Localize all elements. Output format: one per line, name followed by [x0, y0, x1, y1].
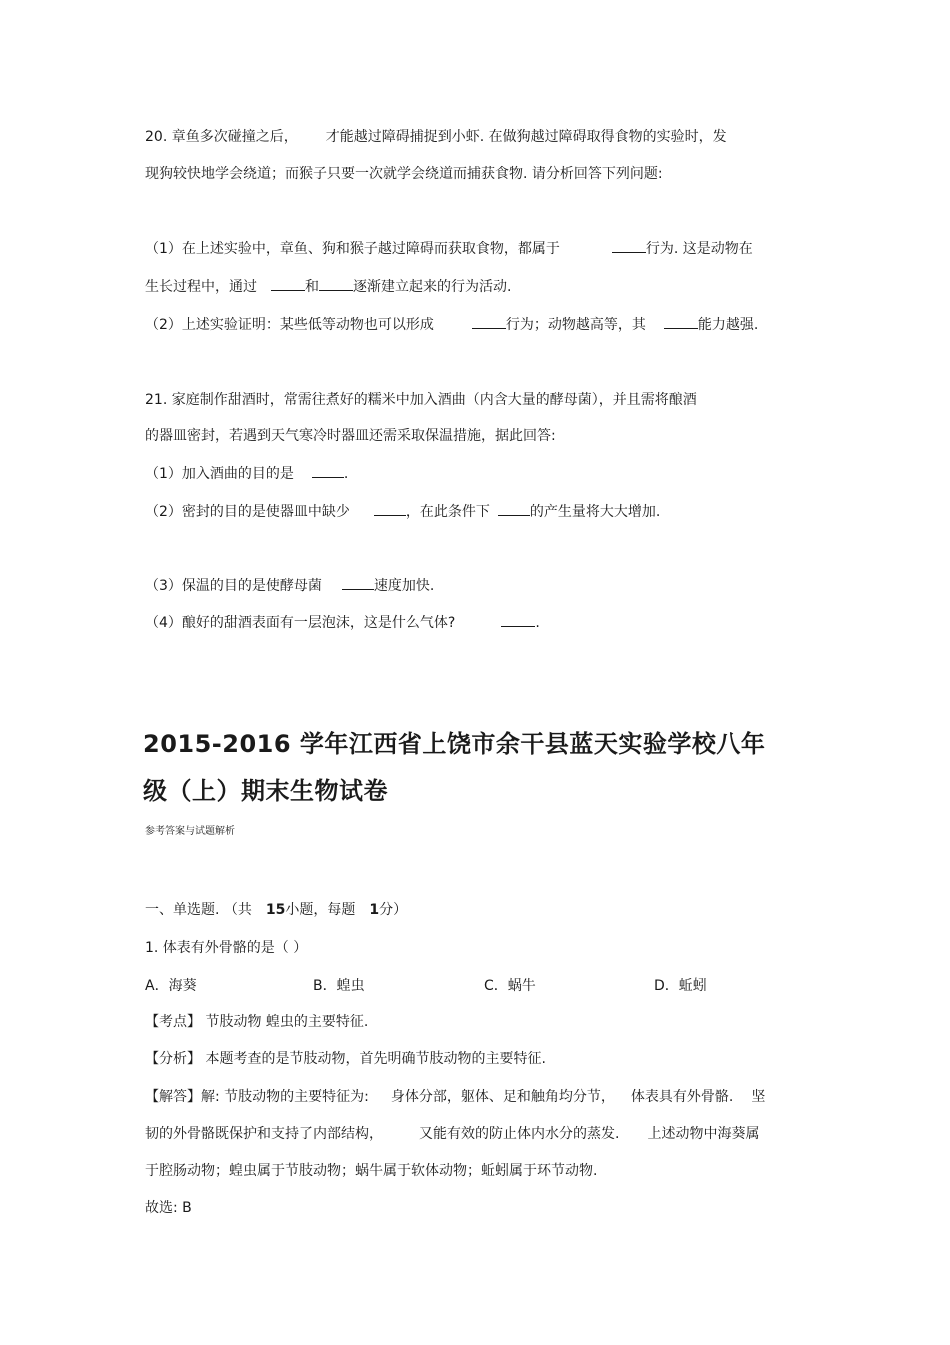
q21-sub-1: （1）加入酒曲的目的是 . [145, 463, 348, 484]
q1-kaodian: 【考点】 节肢动物 蝗虫的主要特征. [145, 1014, 369, 1030]
answer-blank[interactable] [319, 276, 353, 291]
q20-sub-2: （2）上述实验证明：某些低等动物也可以形成 行为；动物越高等，其 能力越强. [145, 314, 758, 335]
page-title-line-1: 2015-2016 学年江西省上饶市余干县蓝天实验学校八年 [143, 730, 766, 758]
q21-sub-4: （4）酿好的甜酒表面有一层泡沫，这是什么气体? . [145, 612, 540, 633]
answer-blank[interactable] [664, 314, 698, 329]
q20-sub-1-cont: 生长过程中，通过 和 逐渐建立起来的行为活动. [145, 276, 511, 297]
q1-option-d: D．蚯蚓 [654, 978, 707, 994]
q1-jieda-line-2: 韧的外骨骼既保护和支持了内部结构， 又能有效的防止体内水分的蒸发. 上述动物中海葵属 [145, 1126, 760, 1142]
q1-jieda-line-3: 于腔肠动物；蝗虫属于节肢动物；蜗牛属于软体动物；蚯蚓属于环节动物. [145, 1163, 598, 1179]
q1-fenxi: 【分析】 本题考查的是节肢动物，首先明确节肢动物的主要特征. [145, 1051, 546, 1067]
q1-option-b: B．蝗虫 [313, 978, 365, 994]
q20-sub-1: （1）在上述实验中，章鱼、狗和猴子越过障碍而获取食物，都属于 行为. 这是动物在 [145, 238, 753, 259]
page-title-line-2: 级（上）期末生物试卷 [143, 777, 388, 805]
page-subtitle: 参考答案与试题解析 [145, 826, 235, 837]
q1-option-a: A．海葵 [145, 978, 197, 994]
answer-blank[interactable] [472, 314, 506, 329]
q21-sub-2: （2）密封的目的是使器皿中缺少 ，在此条件下 的产生量将大大增加. [145, 501, 660, 522]
q20-line-1: 20. 章鱼多次碰撞之后， 才能越过障碍捕捉到小虾. 在做狗越过障碍取得食物的实验时，发 [145, 129, 727, 145]
answer-blank[interactable] [498, 501, 530, 516]
q1-option-c: C．蜗牛 [484, 978, 536, 994]
answer-blank[interactable] [374, 501, 406, 516]
q21-sub-3: （3）保温的目的是使酵母菌 速度加快. [145, 575, 434, 596]
section-heading: 一、单选题. （共 15小题，每题 1分） [145, 902, 408, 918]
q1-jieda-line-1: 【解答】解: 节肢动物的主要特征为: 身体分部，躯体、足和触角均分节， 体表具有外骨骼. 坚 [145, 1089, 766, 1105]
answer-blank[interactable] [612, 238, 646, 253]
q1-answer: 故选: B [145, 1200, 192, 1216]
answer-blank[interactable] [342, 575, 374, 590]
q21-line-2: 的器皿密封，若遇到天气寒冷时器皿还需采取保温措施，据此回答: [145, 428, 556, 444]
answer-blank[interactable] [312, 463, 344, 478]
answer-blank[interactable] [271, 276, 305, 291]
answer-blank[interactable] [501, 612, 535, 627]
q1-stem: 1. 体表有外骨骼的是（ ） [145, 940, 308, 956]
q21-line-1: 21. 家庭制作甜酒时，常需往煮好的糯米中加入酒曲（内含大量的酵母菌），并且需将酿酒 [145, 392, 697, 408]
q20-line-2: 现狗较快地学会绕道；而猴子只要一次就学会绕道而捕获食物. 请分析回答下列问题: [145, 166, 663, 182]
